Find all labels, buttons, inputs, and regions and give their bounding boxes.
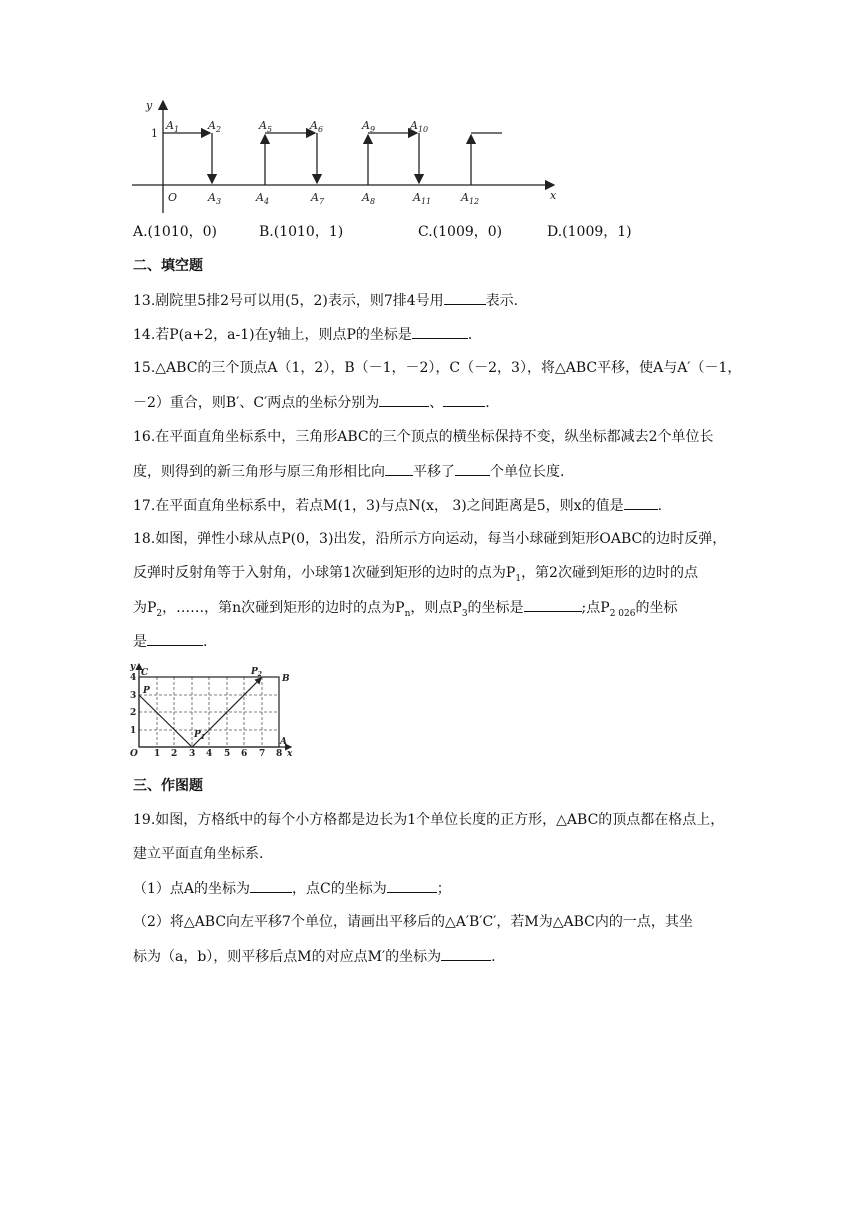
svg-text:B: B xyxy=(282,674,290,684)
question-14: 14.若P(a+2，a-1)在y轴上，则点P的坐标是 . xyxy=(133,324,773,345)
question-18-line2: 反弹时反射角等于入射角，小球第1次碰到矩形的边时的点为$P_1$，第2次碰到矩形的边时的点 xyxy=(133,565,698,584)
question-16-line1: 16.在平面直角坐标系中，三角形ABC的三个顶点的横坐标保持不变，纵坐标都减去2个单位长 xyxy=(133,429,714,445)
origin-label: O xyxy=(168,191,178,204)
svg-text:7: 7 xyxy=(259,749,266,758)
svg-text:A1: $A_1$ xyxy=(166,119,180,134)
svg-text:O: O xyxy=(130,749,138,758)
section-fill-blank: 二、填空题 xyxy=(133,258,203,274)
option-b: B.(1010，1) xyxy=(259,224,344,240)
svg-text:A8: $A_8$ xyxy=(362,191,376,206)
svg-text:P: P xyxy=(143,686,150,696)
svg-text:5: 5 xyxy=(224,749,231,758)
svg-text:6: 6 xyxy=(241,749,248,758)
question-13: 13.剧院里5排2号可以用(5，2)表示，则7排4号用 表示. xyxy=(133,290,773,311)
rectangle-bounce-figure xyxy=(127,660,297,758)
question-15-line1: 15.△ABC的三个顶点A（1，2），B（－1，－2），C（－2，3），将△ABC平移，使A与A′（－1， xyxy=(133,360,742,376)
question-16-line2: 度，则得到的新三角形与原三角形相比向 平移了 个单位长度. xyxy=(133,461,773,482)
svg-text:A6: $A_6$ xyxy=(310,119,324,134)
svg-text:1: 1 xyxy=(130,726,137,736)
question-19-line2: 建立平面直角坐标系. xyxy=(133,846,264,862)
svg-text:A3: $A_3$ xyxy=(208,191,222,206)
svg-text:y: y xyxy=(130,662,136,672)
question-18-line1: 18.如图，弹性小球从点P(0，3)出发，沿所示方向运动，每当小球碰到矩形OABC的边时反弹， xyxy=(133,531,727,547)
question-18-line3: 为$P_2$，……，第n次碰到矩形的边时的点为$P_n$，则点$P_3$的坐标是 ;点$P_{2 026}$的坐标 xyxy=(133,597,773,624)
option-a: A.(1010，0) xyxy=(133,224,218,240)
svg-text:1: 1 xyxy=(154,749,161,758)
q12-options xyxy=(133,222,773,242)
svg-text:C: C xyxy=(141,668,149,678)
svg-text:A4: $A_4$ xyxy=(256,191,270,206)
svg-text:3: 3 xyxy=(189,749,196,758)
svg-text:A: A xyxy=(280,737,287,747)
question-17: 17.在平面直角坐标系中，若点M(1，3)与点N(x， 3)之间距离是5，则x的值是 . xyxy=(133,495,773,516)
svg-text:A11: $A_{11}$ xyxy=(413,191,432,206)
question-19-part2-line1: （2）将△ABC向左平移7个单位，请画出平移后的△A′B′C′，若M为△ABC内的一点，其坐 xyxy=(133,914,693,930)
question-19-part1: （1）点A的坐标为 ，点C的坐标为 ； xyxy=(133,878,773,899)
svg-text:P1: $P_1$ xyxy=(194,730,205,741)
question-18-line4: 是 . xyxy=(133,631,773,652)
svg-text:x: x xyxy=(287,749,293,758)
one-label: 1 xyxy=(151,127,158,140)
svg-text:A12: $A_{12}$ xyxy=(461,191,480,206)
option-d: D.(1009，1) xyxy=(547,224,632,240)
svg-text:A9: $A_9$ xyxy=(362,119,376,134)
question-15-line2: －2）重合，则B′、C′两点的坐标分别为 、 . xyxy=(133,392,773,413)
svg-text:4: 4 xyxy=(130,673,137,683)
question-19-line1: 19.如图，方格纸中的每个小方格都是边长为1个单位长度的正方形，△ABC的顶点都在格点上， xyxy=(133,812,725,828)
svg-text:A5: $A_5$ xyxy=(259,119,273,134)
question-19-part2-line2: 标为（a，b），则平移后点M的对应点M′的坐标为 . xyxy=(133,946,773,967)
svg-text:3: 3 xyxy=(130,691,137,701)
svg-text:A10: $A_{10}$ xyxy=(410,119,429,134)
y-axis-label: y xyxy=(146,99,153,112)
svg-text:2: 2 xyxy=(130,708,137,718)
x-axis-label: x xyxy=(550,189,557,202)
svg-text:A2: $A_2$ xyxy=(208,119,222,134)
svg-text:P2: $P_2$ xyxy=(251,667,262,678)
svg-text:2: 2 xyxy=(171,749,178,758)
section-drawing: 三、作图题 xyxy=(133,778,203,794)
svg-text:A7: $A_7$ xyxy=(311,191,325,206)
zigzag-figure xyxy=(126,97,566,215)
svg-text:8: 8 xyxy=(276,749,283,758)
svg-text:4: 4 xyxy=(206,749,213,758)
option-c: C.(1009，0) xyxy=(418,224,503,240)
